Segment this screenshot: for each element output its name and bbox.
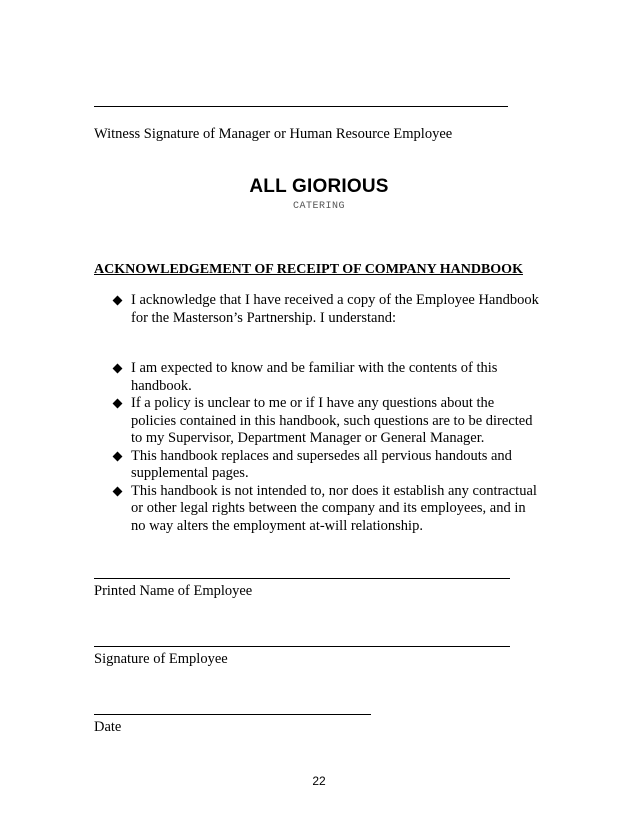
bullet-line: policies contained in this handbook, such questions are to be directed xyxy=(131,412,533,429)
witness-signature-line xyxy=(94,106,508,107)
bullet-line: handbook. xyxy=(131,377,192,394)
list-item xyxy=(112,395,552,448)
intro-bullet-list xyxy=(112,292,552,327)
company-logo-subtitle: CATERING xyxy=(292,201,345,212)
diamond-bullet-icon xyxy=(113,399,123,409)
list-item xyxy=(112,292,552,327)
list-item xyxy=(112,360,552,395)
bullet-line: I am expected to know and be familiar with the contents of this xyxy=(131,360,498,376)
printed-name-line xyxy=(94,578,510,579)
diamond-bullet-icon xyxy=(113,486,123,496)
acknowledgement-bullet-list xyxy=(112,360,552,535)
bullet-line: This handbook replaces and supersedes all pervious handouts and xyxy=(131,447,512,464)
page-number: 22 xyxy=(312,774,326,788)
employee-signature-label: Signature of Employee xyxy=(94,651,228,667)
date-line xyxy=(94,714,371,715)
diamond-bullet-icon xyxy=(113,364,123,374)
company-logo-title: ALL GIORIOUS xyxy=(249,176,389,197)
witness-signature-label: Witness Signature of Manager or Human Resource Employee xyxy=(94,126,453,142)
printed-name-label: Printed Name of Employee xyxy=(94,583,253,599)
diamond-bullet-icon xyxy=(113,451,123,461)
employee-signature-line xyxy=(94,646,510,647)
bullet-line: to my Supervisor, Department Manager or General Manager. xyxy=(131,430,485,446)
bullet-line: If a policy is unclear to me or if I have any questions about the xyxy=(131,395,495,411)
bullet-line: for the Masterson’s Partnership. I understand: xyxy=(131,309,396,326)
bullet-line: I acknowledge that I have received a copy of the Employee Handbook xyxy=(131,292,539,308)
list-item xyxy=(112,483,552,536)
bullet-line: This handbook is not intended to, nor does it establish any contractual xyxy=(131,482,537,499)
acknowledgement-heading: ACKNOWLEDGEMENT OF RECEIPT OF COMPANY HANDBOOK xyxy=(94,262,523,277)
list-item xyxy=(112,448,552,483)
bullet-line: or other legal rights between the company and its employees, and in xyxy=(131,500,526,516)
bullet-line: no way alters the employment at-will relationship. xyxy=(131,517,423,534)
bullet-line: supplemental pages. xyxy=(131,465,249,481)
diamond-bullet-icon xyxy=(113,296,123,306)
date-label: Date xyxy=(94,719,122,735)
